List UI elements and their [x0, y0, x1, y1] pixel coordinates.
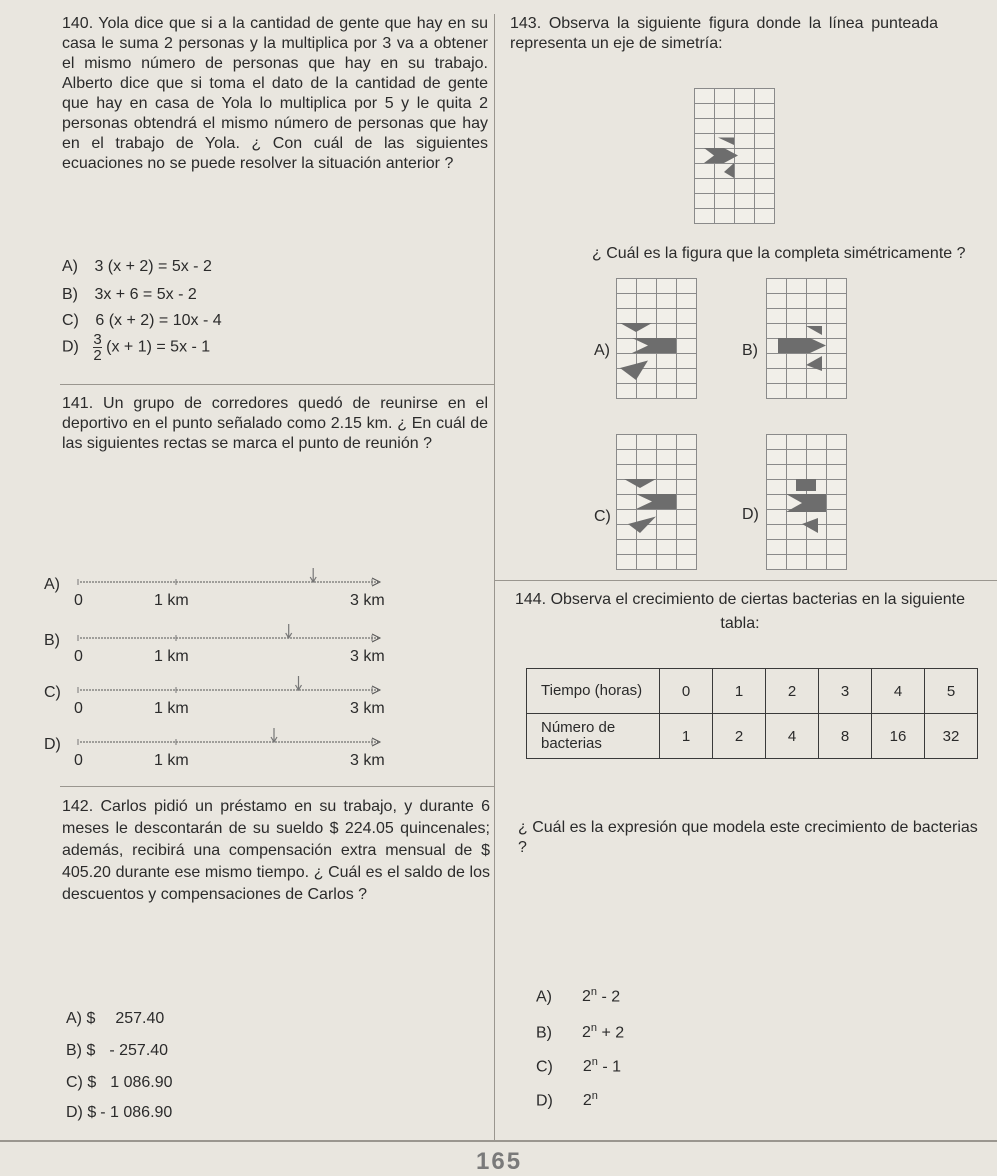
- table-cell: 4: [872, 669, 925, 714]
- q140-option-a[interactable]: A) 3 (x + 2) = 5x - 2: [62, 258, 212, 275]
- table-cell: 16: [872, 714, 925, 759]
- tick-label-end: 3 km: [350, 592, 385, 609]
- fraction: $\frac{3}{2}$: [93, 331, 102, 364]
- shaded-region: [778, 338, 826, 353]
- table-cell: 2: [713, 714, 766, 759]
- tick-label-mid: 1 km: [154, 648, 189, 665]
- symmetry-shape: [616, 278, 696, 398]
- meeting-point-marker: [286, 624, 292, 638]
- symmetry-shape: [616, 434, 696, 569]
- q144-option-a[interactable]: A) 2$^n$ - 2: [536, 986, 621, 1006]
- table-cell: 0: [660, 669, 713, 714]
- option-label: C): [44, 684, 61, 701]
- shaded-region: [620, 323, 652, 332]
- symmetry-shape: [766, 278, 846, 398]
- tick-label-zero: 0: [74, 592, 83, 609]
- q143-option-c-label[interactable]: C): [594, 508, 611, 525]
- shaded-region: [802, 518, 818, 533]
- q143-option-a-figure[interactable]: [616, 278, 696, 398]
- q142-option-b[interactable]: B) $ - 257.40: [66, 1042, 169, 1059]
- option-label: D): [44, 736, 61, 753]
- table-cell: 2: [766, 669, 819, 714]
- q141-text: 141. Un grupo de corredores quedó de reunirse en el deportivo en el punto señalado como 2.15 km. ¿ En cuál de las siguientes rectas se marca el punto de reunión ?: [62, 395, 488, 452]
- rule-142-top: [60, 786, 494, 787]
- symmetry-shape: [766, 434, 846, 569]
- table-header-time: Tiempo (horas): [527, 669, 660, 714]
- q144-question: ¿ Cuál es la expresión que modela este crecimiento de bacterias ?: [518, 819, 978, 856]
- shaded-region: [806, 326, 822, 335]
- rule-141-top: [60, 384, 494, 385]
- q143-figure: [694, 88, 774, 223]
- table-cell: 3: [819, 669, 872, 714]
- q143-option-a-label[interactable]: A): [594, 342, 610, 359]
- number-line: [70, 676, 400, 700]
- rule-bottom: [0, 1140, 997, 1142]
- table-cell: 1: [660, 714, 713, 759]
- shaded-region: [718, 138, 734, 146]
- tick-label-mid: 1 km: [154, 752, 189, 769]
- table-cell: 8: [819, 714, 872, 759]
- table-cell: 32: [925, 714, 978, 759]
- q140-option-b[interactable]: B) 3x + 6 = 5x - 2: [62, 286, 197, 303]
- shaded-region: [636, 494, 676, 509]
- q143-option-b-figure[interactable]: [766, 278, 846, 398]
- bacteria-table: [526, 668, 978, 759]
- shaded-region: [632, 338, 676, 353]
- option-label: A): [44, 576, 60, 593]
- page-number: 165: [476, 1148, 523, 1175]
- tick-label-end: 3 km: [350, 752, 385, 769]
- q143-option-c-figure[interactable]: [616, 434, 696, 569]
- q142-option-c[interactable]: C) $ 1 086.90: [66, 1074, 173, 1091]
- number-line: [70, 624, 400, 648]
- table-cell: 1: [713, 669, 766, 714]
- table-row: [527, 669, 978, 714]
- q144-option-d[interactable]: D) 2$^n$: [536, 1090, 598, 1110]
- shaded-region: [724, 163, 734, 178]
- column-divider: [494, 14, 495, 1142]
- table-row: [527, 714, 978, 759]
- tick-label-mid: 1 km: [154, 592, 189, 609]
- tick-label-end: 3 km: [350, 700, 385, 717]
- q143-question: ¿ Cuál es la figura que la completa simétricamente ?: [592, 245, 966, 262]
- q144-option-b[interactable]: B) $2^n + 2$: [536, 1022, 625, 1042]
- table-cell: 5: [925, 669, 978, 714]
- q143-text: 143. Observa la siguiente figura donde la línea punteada representa un eje de simetría:: [510, 15, 938, 52]
- meeting-point-marker: [271, 728, 277, 742]
- symmetry-shape: [694, 88, 774, 223]
- q142-option-d[interactable]: D) $ - 1 086.90: [66, 1104, 173, 1121]
- shaded-region: [628, 517, 656, 534]
- q140-option-c[interactable]: C) 6 (x + 2) = 10x - 4: [62, 312, 222, 329]
- rule-144-top: [494, 580, 997, 581]
- table-header-bacteria: Número de bacterias: [527, 714, 660, 759]
- tick-label-end: 3 km: [350, 648, 385, 665]
- q144-text: 144. Observa el crecimiento de ciertas bacterias en la siguiente tabla:: [514, 591, 965, 632]
- q143-option-d-label[interactable]: D): [742, 506, 759, 523]
- q143-option-b-label[interactable]: B): [742, 342, 758, 359]
- shaded-region: [786, 494, 826, 512]
- shaded-region: [806, 356, 822, 371]
- q144-option-c[interactable]: C) 2$^n$ - 1: [536, 1056, 622, 1076]
- tick-label-zero: 0: [74, 700, 83, 717]
- shaded-region: [624, 479, 656, 488]
- option-label: B): [44, 632, 60, 649]
- meeting-point-marker: [310, 568, 316, 582]
- q140-option-d[interactable]: D) $\frac{3}{2}$ (x + 1) = 5x - 1: [62, 331, 211, 364]
- number-line: [70, 728, 400, 752]
- q143-option-d-figure[interactable]: [766, 434, 846, 569]
- q142-option-a[interactable]: A) $ 257.40: [66, 1010, 165, 1027]
- shaded-region: [704, 148, 738, 163]
- shaded-region: [620, 361, 648, 381]
- tick-label-zero: 0: [74, 752, 83, 769]
- q140-text: 140. Yola dice que si a la cantidad de gente que hay en su casa le suma 2 personas y la multiplica por 3 va a obtener el mismo número de personas que hay en su trabajo. Alberto dice que si toma el dato de la cantidad de gente que hay en casa de Yola lo multiplica por 5 y le quita 2 personas obtendrá el mismo número de personas que hay en el trabajo de Yola. ¿ Con cuál de las siguientes ecuaciones no se puede resolver la situación anterior ?: [62, 15, 488, 172]
- number-line: [70, 568, 400, 592]
- tick-label-mid: 1 km: [154, 700, 189, 717]
- q142-text: 142. Carlos pidió un préstamo en su trabajo, y durante 6 meses le descontarán de su sueldo $ 224.05 quincenales; además, recibirá una compensación extra mensual de $ 405.20 durante ese mismo tiempo. ¿ Cuál es el saldo de los descuentos y compensaciones de Carlos ?: [62, 798, 490, 903]
- table-cell: 4: [766, 714, 819, 759]
- tick-label-zero: 0: [74, 648, 83, 665]
- meeting-point-marker: [296, 676, 302, 690]
- shaded-region: [796, 479, 816, 491]
